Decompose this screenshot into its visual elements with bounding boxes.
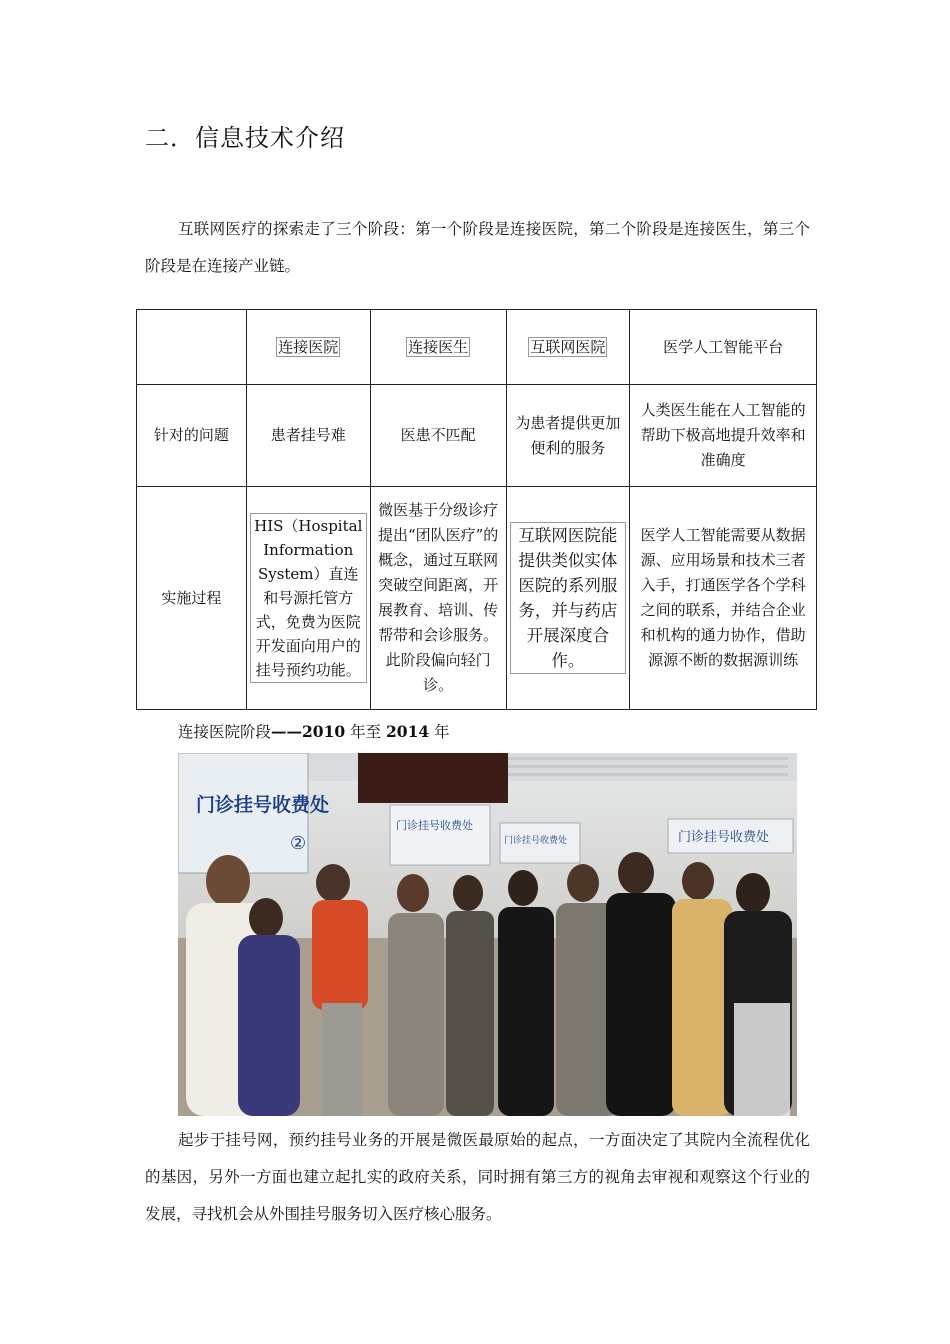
photo-caption <box>178 720 450 742</box>
comparison-table <box>136 309 817 710</box>
process-cell-internet-hospital <box>506 487 630 710</box>
intro-paragraph: 互联网医疗的探索走了三个阶段：第一个阶段是连接医院，第二个阶段是连接医生，第三个阶段是在连接产业链。 <box>145 220 810 275</box>
caption-suffix: 年 <box>429 723 450 741</box>
table-row-process <box>137 487 817 710</box>
header-cell-ai-platform: 医学人工智能平台 <box>630 310 817 385</box>
sign-text-1: 门诊挂号收费处 <box>196 794 330 816</box>
process-text-internet-hospital: 互联网医院能提供类似实体医院的系列服务，并与药店开展深度合作。 <box>510 522 627 674</box>
problem-cell-hospital: 患者挂号难 <box>246 385 370 487</box>
header-label-doctor: 连接医生 <box>408 337 469 356</box>
header-label-hospital: 连接医院 <box>278 337 339 356</box>
problem-cell-internet-hospital: 为患者提供更加便利的服务 <box>506 385 630 487</box>
caption-prefix: 连接医院阶段 <box>178 723 272 741</box>
row-label-problem: 针对的问题 <box>137 385 247 487</box>
table-row-problem <box>137 385 817 487</box>
problem-cell-doctor: 医患不匹配 <box>370 385 506 487</box>
closing-paragraph: 起步于挂号网，预约挂号业务的开展是微医最原始的起点，一方面决定了其院内全流程优化的基因，另外一方面也建立起扎实的政府关系，同时拥有第三方的视角去审视和观察这个行业的发展，寻找机会从外围挂号服务切入医疗核心服务。 <box>145 1131 810 1223</box>
sign-text-4: 门诊挂号收费处 <box>678 830 770 845</box>
caption-year-end: 2014 <box>386 722 430 741</box>
sign-counter-number: ② <box>290 833 307 854</box>
process-text-hospital: HIS（Hospital Information System）直连和号源托管方式，免费为医院开发面向用户的挂号预约功能。 <box>250 513 367 683</box>
sign-text-3: 门诊挂号收费处 <box>504 836 568 846</box>
caption-middle: 年至 <box>345 723 387 741</box>
process-cell-ai-platform: 医学人工智能需要从数据源、应用场景和技术三者入手，打通医学各个学科之间的联系，并结合企业和机构的通力协作，借助源源不断的数据源训练 <box>630 487 817 710</box>
header-label-internet-hospital: 互联网医院 <box>530 337 606 356</box>
caption-year-start: 2010 <box>302 722 346 741</box>
photo-illustration <box>178 753 797 1116</box>
section-heading: 二．信息技术介绍 <box>145 124 345 152</box>
header-cell-empty <box>137 310 247 385</box>
problem-cell-ai-platform: 人类医生能在人工智能的帮助下极高地提升效率和准确度 <box>630 385 817 487</box>
registration-hall-photo <box>178 753 797 1116</box>
row-label-process: 实施过程 <box>137 487 247 710</box>
header-cell-internet-hospital <box>506 310 630 385</box>
header-cell-hospital <box>246 310 370 385</box>
table-header-row <box>137 310 817 385</box>
process-cell-doctor: 微医基于分级诊疗提出“团队医疗”的概念，通过互联网突破空间距离，开展教育、培训、传帮带和会诊服务。此阶段偏向轻门诊。 <box>370 487 506 710</box>
sign-text-2: 门诊挂号收费处 <box>396 819 473 832</box>
process-cell-hospital <box>246 487 370 710</box>
header-cell-doctor <box>370 310 506 385</box>
caption-dash: —— <box>271 722 303 741</box>
